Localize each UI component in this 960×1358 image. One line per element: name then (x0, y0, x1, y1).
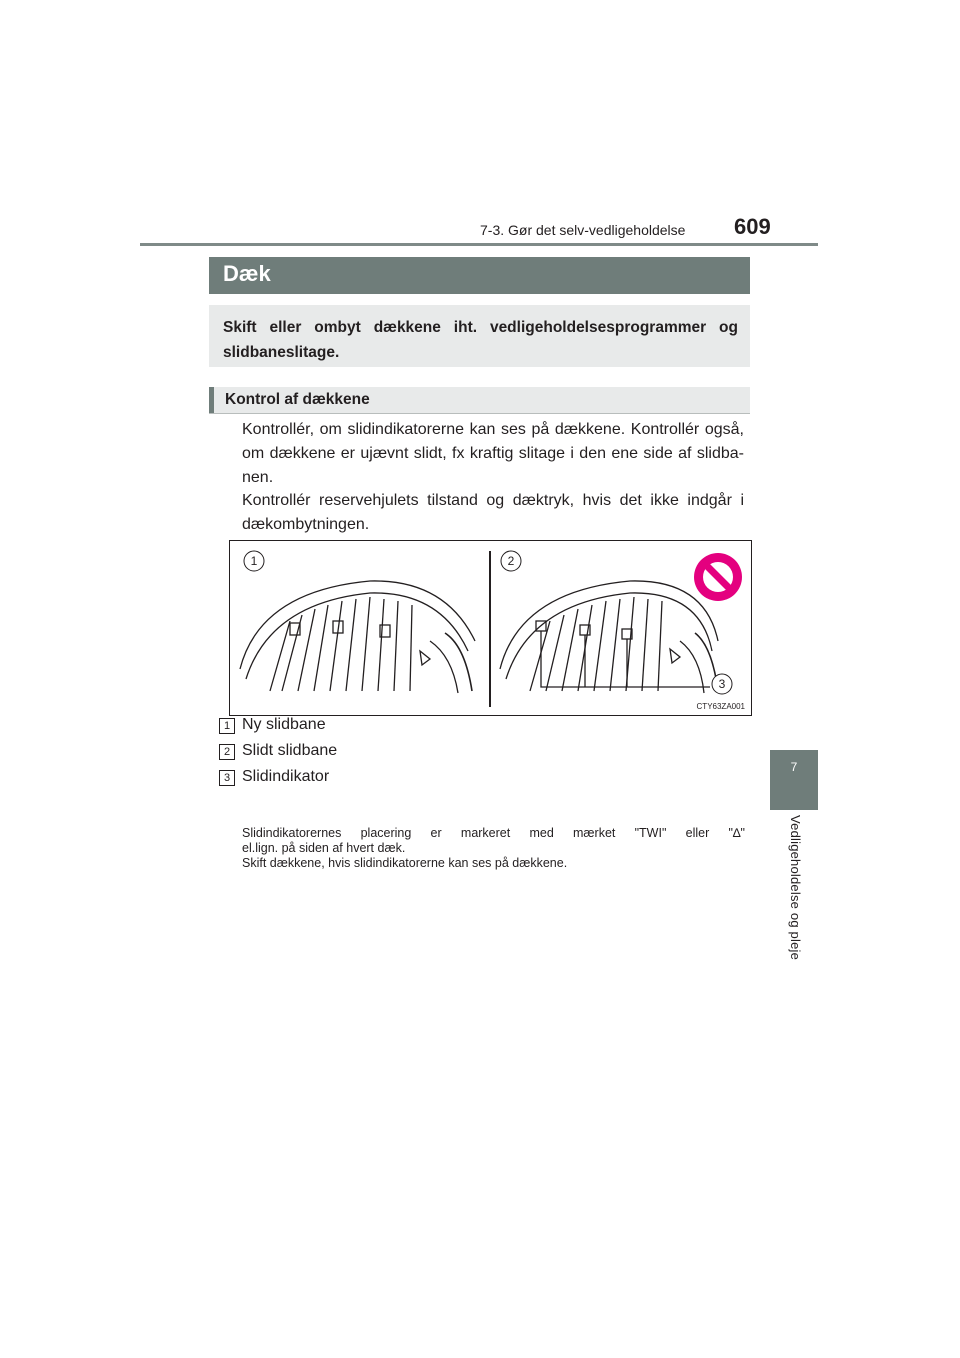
note-line-1: Slidindikatorernes placering er markeret med mærket "TWI" eller "∆" (242, 826, 745, 840)
legend-text-2: Slidt slidbane (242, 742, 338, 759)
callout-2-label: 2 (507, 554, 515, 568)
chapter-number: 7 (790, 760, 798, 774)
callout-1-label: 1 (250, 554, 258, 568)
callout-3-label: 3 (718, 677, 726, 691)
note-line-3: Skift dækkene, hvis slidindikatorerne kan ses på dækkene. (242, 856, 568, 870)
subheading: Kontrol af dækkene (225, 391, 370, 408)
paragraph-2: Kontrollér reservehjulets tilstand og dæktryk, hvis det ikke indgår i dækombytningen. (242, 492, 744, 533)
worn-tread-tire (500, 581, 718, 693)
page-title: Dæk (223, 261, 271, 286)
legend-text-3: Slidindikator (242, 768, 330, 785)
callout-2 (501, 551, 521, 571)
header-rule (140, 243, 818, 246)
subheading-accent (209, 387, 214, 413)
callout-3 (712, 674, 732, 694)
figure-code: CTY63ZA001 (696, 702, 745, 711)
legend-num-2: 2 (219, 744, 235, 760)
prohibited-icon (694, 553, 742, 601)
subheading-bar (209, 387, 750, 414)
intro-text: Skift eller ombyt dækkene iht. vedligeholdelsesprogrammer og slidbaneslitage. (223, 319, 738, 361)
note-line-2: el.lign. på siden af hvert dæk. (242, 841, 406, 855)
chapter-label: Vedligeholdelse og pleje (788, 815, 803, 961)
legend-num-1: 1 (219, 718, 235, 734)
legend-text-1: Ny slidbane (242, 716, 326, 733)
new-tread-tire (240, 581, 475, 693)
section-title: 7-3. Gør det selv-vedligeholdelse (480, 222, 686, 238)
page-number: 609 (734, 214, 771, 239)
paragraph-1: Kontrollér, om slidindikatorerne kan ses på dækkene. Kontrollér også, om dækkene er ujævnt slidt, fx kraftig slitage i den ene side af slidba-nen. (242, 421, 744, 486)
tire-illustration (230, 541, 751, 715)
intro-box (209, 305, 750, 367)
callout-1 (244, 551, 264, 571)
legend-num-3: 3 (219, 770, 235, 786)
chapter-tab (770, 750, 818, 810)
note (242, 826, 745, 871)
title-bar (209, 257, 750, 294)
tire-figure (229, 540, 752, 716)
